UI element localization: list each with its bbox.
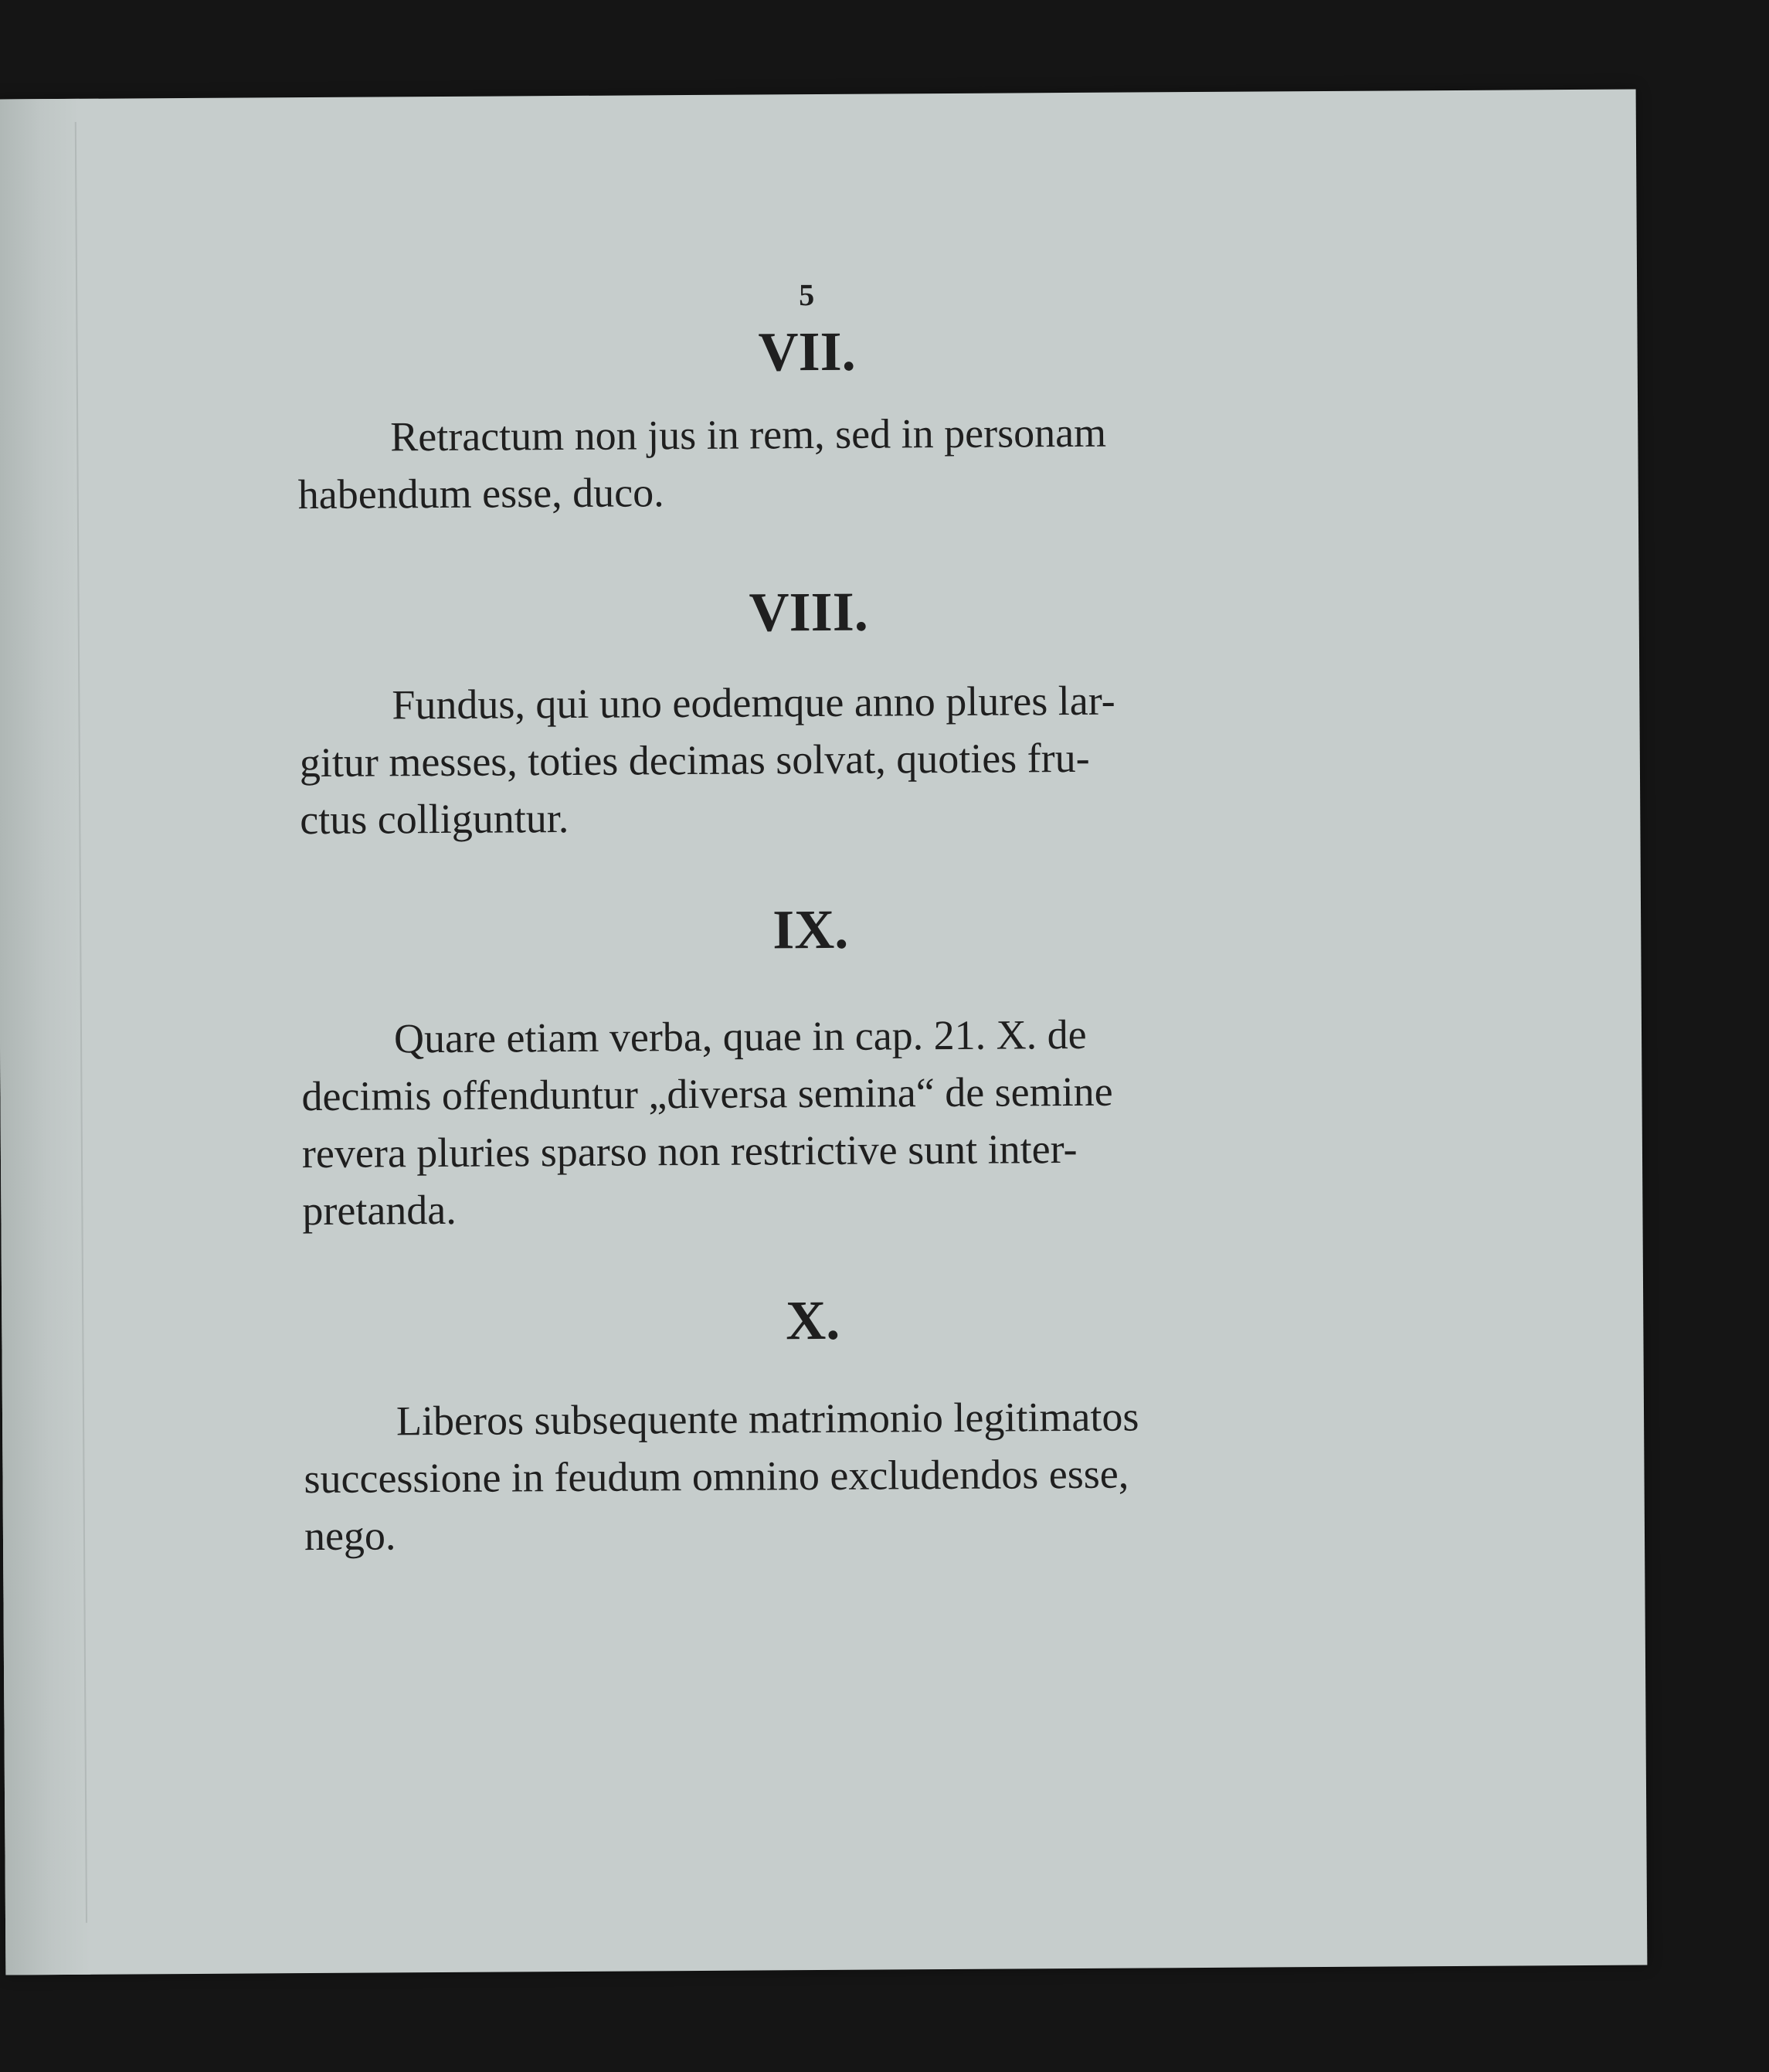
text-line: Quare etiam verba, quae in cap. 21. X. de xyxy=(393,1011,1087,1061)
text-line: Fundus, qui uno eodemque anno plures lar- xyxy=(392,678,1115,729)
section-heading-ix: IX. xyxy=(772,898,849,961)
section-body-viii xyxy=(299,671,1319,848)
text-line: nego. xyxy=(304,1512,396,1559)
section-heading-viii: VIII. xyxy=(749,580,868,644)
text-line: habendum esse, duco. xyxy=(297,469,664,518)
page-text-block xyxy=(297,277,1324,1564)
text-line: pretanda. xyxy=(302,1186,457,1234)
section-body-x xyxy=(304,1387,1324,1564)
text-line: gitur messes, toties decimas solvat, quoties fru- xyxy=(299,735,1090,786)
text-line: decimis offenduntur „diversa semina“ de semine xyxy=(301,1068,1113,1119)
text-line: successione in feudum omnino excludendos esse, xyxy=(304,1450,1129,1502)
text-line: Retractum non jus in rem, sed in personam xyxy=(390,409,1107,460)
book-page xyxy=(0,90,1647,1975)
section-body-ix xyxy=(301,1004,1323,1239)
text-line: revera pluries sparso non restrictive sunt inter- xyxy=(301,1125,1078,1177)
text-line: ctus colliguntur. xyxy=(300,795,569,844)
text-line: Liberos subsequente matrimonio legitimatos xyxy=(396,1393,1139,1445)
section-heading-x: X. xyxy=(786,1289,840,1351)
section-heading-vii: VII. xyxy=(758,320,856,383)
page-number: 5 xyxy=(799,277,815,313)
section-body-vii xyxy=(297,403,1318,523)
